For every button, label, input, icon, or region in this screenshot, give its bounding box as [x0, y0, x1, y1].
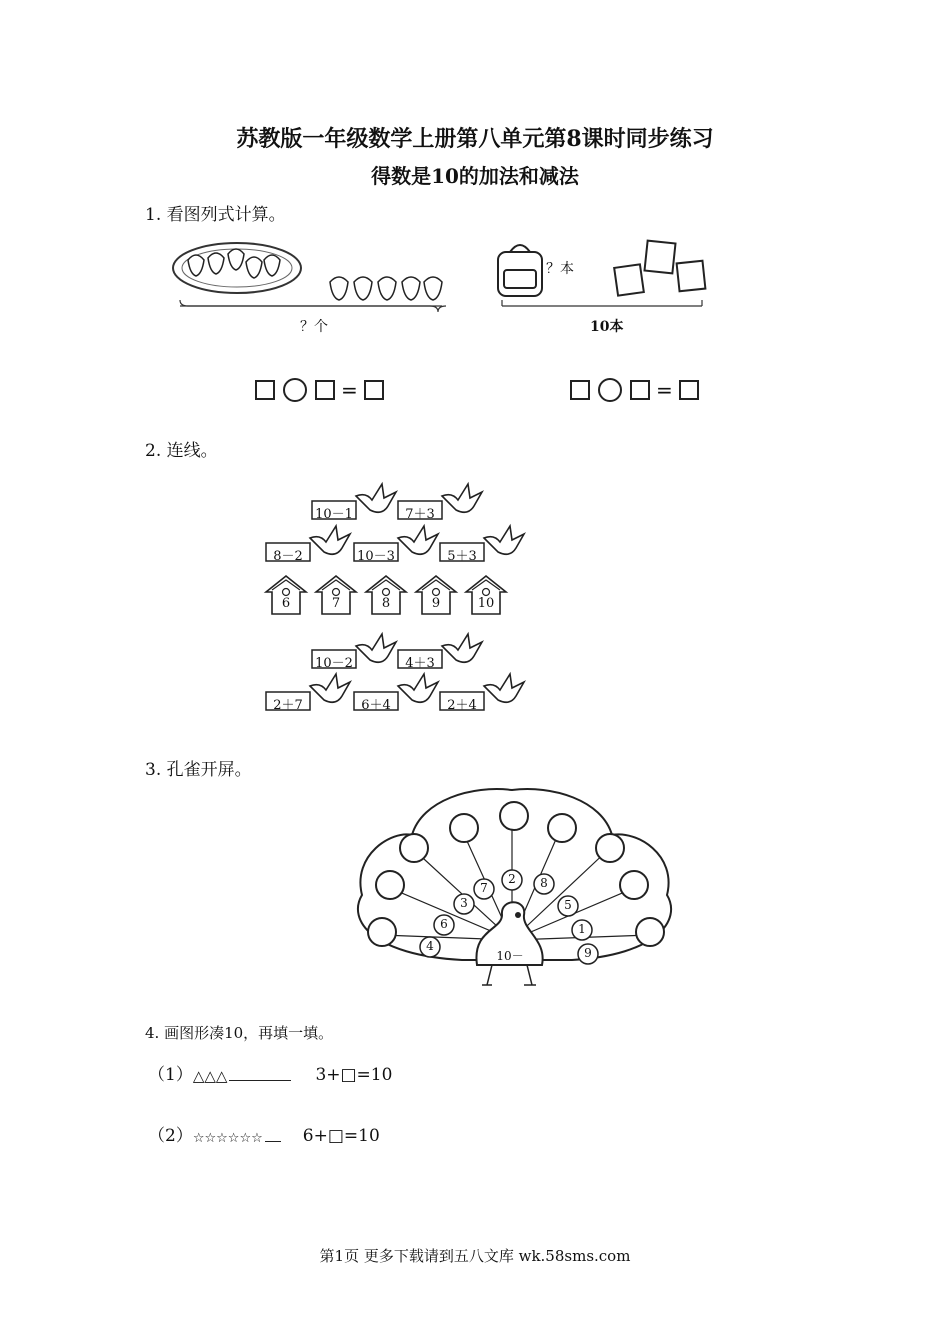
- feather-number: 1: [578, 922, 586, 936]
- q1-illustration: [170, 232, 730, 342]
- item-number: （1）: [148, 1065, 193, 1085]
- card-label[interactable]: 10－2: [315, 656, 353, 671]
- feather-number: 6: [440, 917, 448, 931]
- feather-number: 4: [426, 939, 434, 953]
- house-number[interactable]: 10: [477, 596, 495, 611]
- equals-sign: =: [341, 378, 358, 402]
- card-label[interactable]: 7＋3: [405, 507, 435, 522]
- card-label[interactable]: 2＋4: [447, 698, 477, 713]
- question-1-label: 1. 看图列式计算。: [145, 205, 286, 225]
- feather-number: 3: [460, 896, 468, 910]
- equation-blank-right[interactable]: [570, 378, 699, 402]
- strawberries-outside-image: [330, 277, 442, 300]
- card-label[interactable]: 10－1: [315, 507, 353, 522]
- answer-box[interactable]: [570, 380, 590, 400]
- card-label[interactable]: 2＋7: [273, 698, 303, 713]
- operator-circle[interactable]: [598, 378, 622, 402]
- star-shapes: ☆☆☆☆☆☆: [192, 1131, 263, 1146]
- draw-blank[interactable]: [229, 1080, 291, 1081]
- peacock-body-label: 10－: [496, 949, 524, 963]
- card-label[interactable]: 4＋3: [405, 656, 435, 671]
- fill-equation[interactable]: 3+□=10: [315, 1065, 393, 1085]
- equation-blank-left[interactable]: [255, 378, 384, 402]
- right-unknown-label: ？本: [546, 261, 574, 277]
- answer-box[interactable]: [315, 380, 335, 400]
- feather-number: 7: [480, 881, 488, 895]
- house-number[interactable]: 6: [281, 596, 291, 611]
- feather-number: 2: [508, 872, 516, 886]
- operator-circle[interactable]: [283, 378, 307, 402]
- question-2-label: 2. 连线。: [145, 441, 218, 461]
- backpack-image: [498, 245, 542, 296]
- card-label[interactable]: 10－3: [357, 549, 395, 564]
- q4-item-1: [148, 1060, 392, 1085]
- answer-box[interactable]: [364, 380, 384, 400]
- equals-sign: =: [656, 378, 673, 402]
- q4-item-2: [148, 1121, 380, 1146]
- right-caption: 10本: [590, 319, 624, 335]
- answer-box[interactable]: [630, 380, 650, 400]
- card-label[interactable]: 5＋3: [447, 549, 477, 564]
- question-4-label: 4. 画图形凑10，再填一填。: [145, 1024, 334, 1042]
- page-footer: 第1页 更多下载请到五八文库 wk.58sms.com: [319, 1247, 631, 1265]
- house-number[interactable]: 9: [431, 596, 441, 611]
- books-image: [614, 241, 705, 296]
- draw-blank[interactable]: [265, 1141, 281, 1142]
- house-number[interactable]: 8: [381, 596, 391, 611]
- left-caption: ？个: [300, 319, 328, 335]
- house-number[interactable]: 7: [331, 596, 341, 611]
- feather-number: 5: [564, 898, 572, 912]
- card-label[interactable]: 6＋4: [361, 698, 391, 713]
- feather-number: 8: [540, 876, 548, 890]
- feather-number: 9: [584, 946, 592, 960]
- answer-box[interactable]: [255, 380, 275, 400]
- card-label[interactable]: 8－2: [273, 549, 303, 564]
- question-3-label: 3. 孔雀开屏。: [145, 760, 252, 780]
- page-subtitle: 得数是10的加法和减法: [371, 164, 579, 188]
- page-title: 苏教版一年级数学上册第八单元第8课时同步练习: [236, 126, 714, 152]
- triangle-shapes: △△△: [192, 1067, 228, 1085]
- item-number: （2）: [148, 1126, 193, 1146]
- answer-box[interactable]: [679, 380, 699, 400]
- fill-equation[interactable]: 6+□=10: [302, 1126, 380, 1146]
